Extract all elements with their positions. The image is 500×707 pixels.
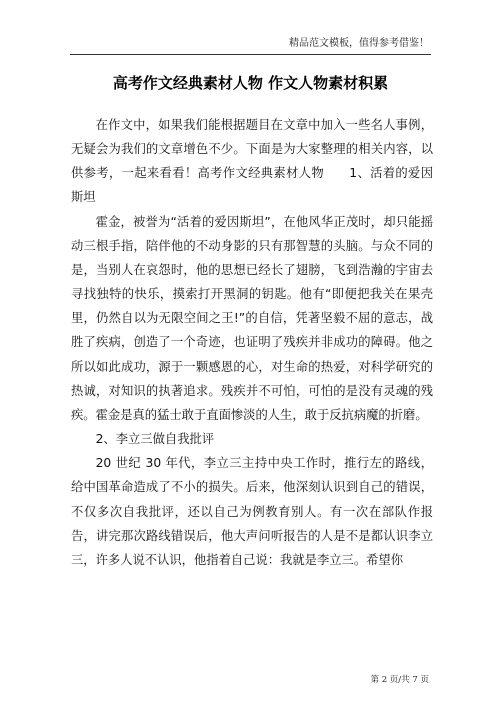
- paragraph-hawking: 霍金，被誉为“活着的爱因斯坦”，在他风华正茂时，却只能摇动三根手指，陪伴他的不动身影的只有那智慧的头脑。与众不同的是，当别人在哀怨时，他的思想已经长了翅膀，飞到浩瀚的宇宙去寻找独特的快乐，摸索打开黑洞的钥匙。他有“即便把我关在果壳里，仍然自以为无限空间之王!”的自信，凭著坚毅不屈的意志，战胜了疾病，创造了一个奇迹，也证明了残疾并非成功的障碍。他之所以如此成功，源于一颗感恩的心，对生命的热爱，对科学研究的热诚，对知识的执著追求。残疾并不可怕，可怕的是没有灵魂的残疾。霍金是真的猛士敢于直面惨淡的人生，敢于反抗病魔的折磨。: [71, 214, 433, 422]
- paragraph-intro: 在作文中，如果我们能根据题目在文章中加入一些名人事例，无疑会为我们的文章增色不少。下面是为大家整理的相关内容，以供参考，一起来看看！高考作文经典素材人物 1、活着的爱因斯坦: [71, 118, 433, 205]
- paragraph-li-lisan: 20 世纪 30 年代，李立三主持中央工作时，推行左的路线，给中国革命造成了不小的损失。后来，他深刻认识到自己的错误，不仅多次自我批评，还以自己为例教育别人。有一次在部队作报告，讲完那次路线错误后，他大声问听报告的人是不是都认识李立三，许多人说不认识，他指着自己说：我就是李立三。希望你: [71, 456, 433, 567]
- header-note: 精品范文模板，值得参考借鉴！: [289, 38, 429, 49]
- document-body: [71, 113, 433, 572]
- section-heading-li-lisan: 2、李立三做自我批评: [95, 432, 215, 447]
- document-title: 高考作文经典素材人物 作文人物素材积累: [112, 74, 389, 92]
- header-divider: [70, 54, 431, 55]
- page-indicator: 第 2 页/共 7 页: [370, 675, 429, 685]
